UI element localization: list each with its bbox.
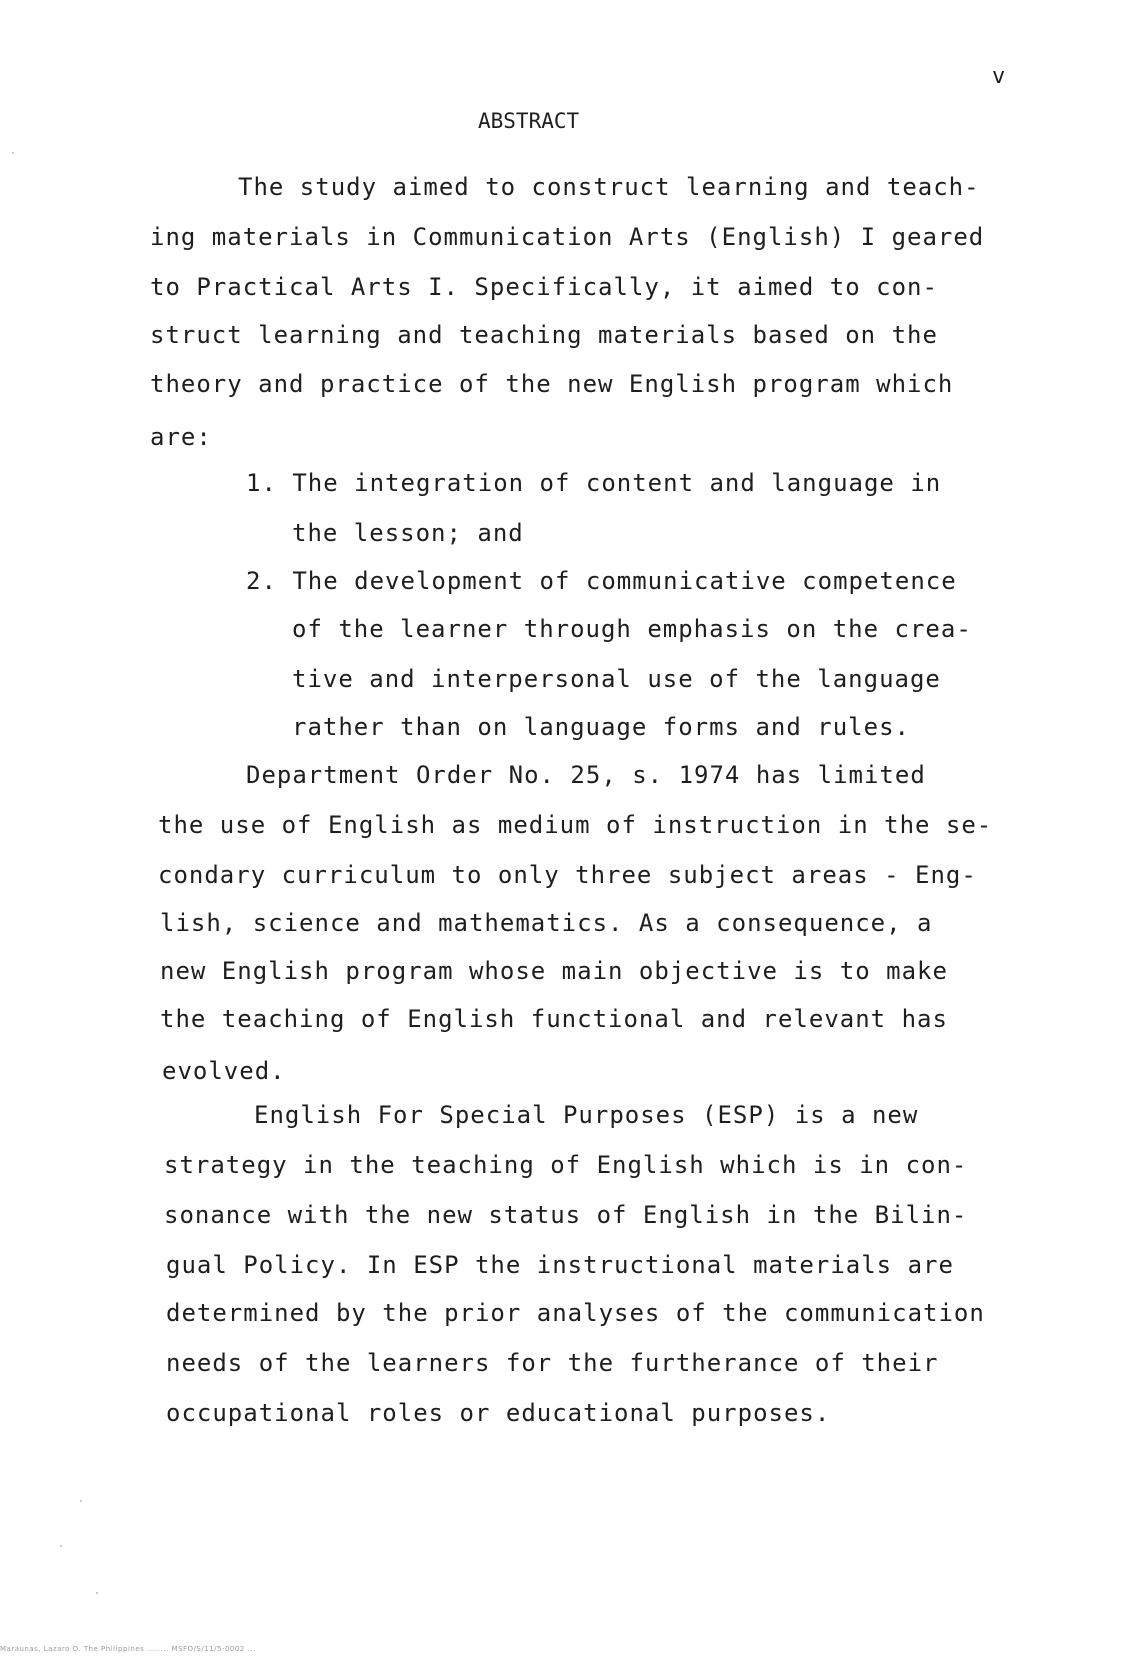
paragraph-3-line-1: English For Special Purposes (ESP) is a new [254, 1101, 919, 1129]
abstract-title: ABSTRACT [478, 109, 580, 133]
scan-speck [80, 1500, 82, 1502]
paragraph-2-line-4: lish, science and mathematics. As a consequence, a [160, 909, 933, 937]
paragraph-1-line-3: to Practical Arts I. Specifically, it aimed to con- [150, 273, 938, 301]
paragraph-2-line-1: Department Order No. 25, s. 1974 has limited [246, 761, 926, 789]
list-item-1-line-2: the lesson; and [292, 519, 524, 547]
scan-speck [12, 152, 14, 154]
scan-speck [60, 1545, 62, 1547]
page-number: v [992, 64, 1007, 89]
paragraph-2-line-6: the teaching of English functional and relevant has [160, 1005, 948, 1033]
paragraph-3-line-5: determined by the prior analyses of the communication [166, 1299, 985, 1327]
paragraph-1-line-1: The study aimed to construct learning and teach- [238, 173, 980, 201]
paragraph-1-line-2: ing materials in Communication Arts (English) I geared [150, 223, 985, 251]
paragraph-1-line-6: are: [150, 423, 212, 451]
paragraph-1-line-4: struct learning and teaching materials based on the [150, 321, 938, 349]
paragraph-2-line-7: evolved. [162, 1057, 286, 1085]
paragraph-2-line-2: the use of English as medium of instruction in the se- [158, 811, 993, 839]
list-item-2-line-1: 2. The development of communicative competence [246, 567, 957, 595]
scan-footer: Maraunas, Lazaro O. The Philippines ........ MSFO/S/11/5-0002 ... [0, 1645, 256, 1653]
paragraph-3-line-7: occupational roles or educational purposes. [166, 1399, 831, 1427]
paragraph-3-line-6: needs of the learners for the furtherance of their [166, 1349, 939, 1377]
list-item-2-line-2: of the learner through emphasis on the crea- [292, 615, 972, 643]
paragraph-3-line-4: gual Policy. In ESP the instructional materials are [166, 1251, 954, 1279]
paragraph-1-line-5: theory and practice of the new English program which [150, 370, 954, 398]
paragraph-3-line-2: strategy in the teaching of English which is in con- [164, 1151, 968, 1179]
paragraph-2-line-3: condary curriculum to only three subject areas - Eng- [158, 861, 977, 889]
list-item-1-line-1: 1. The integration of content and language in [246, 469, 942, 497]
scan-speck [96, 1592, 98, 1594]
list-item-2-line-3: tive and interpersonal use of the language [292, 665, 941, 693]
paragraph-2-line-5: new English program whose main objective is to make [160, 957, 948, 985]
paragraph-3-line-3: sonance with the new status of English in the Bilin- [164, 1201, 968, 1229]
list-item-2-line-4: rather than on language forms and rules. [292, 713, 910, 741]
